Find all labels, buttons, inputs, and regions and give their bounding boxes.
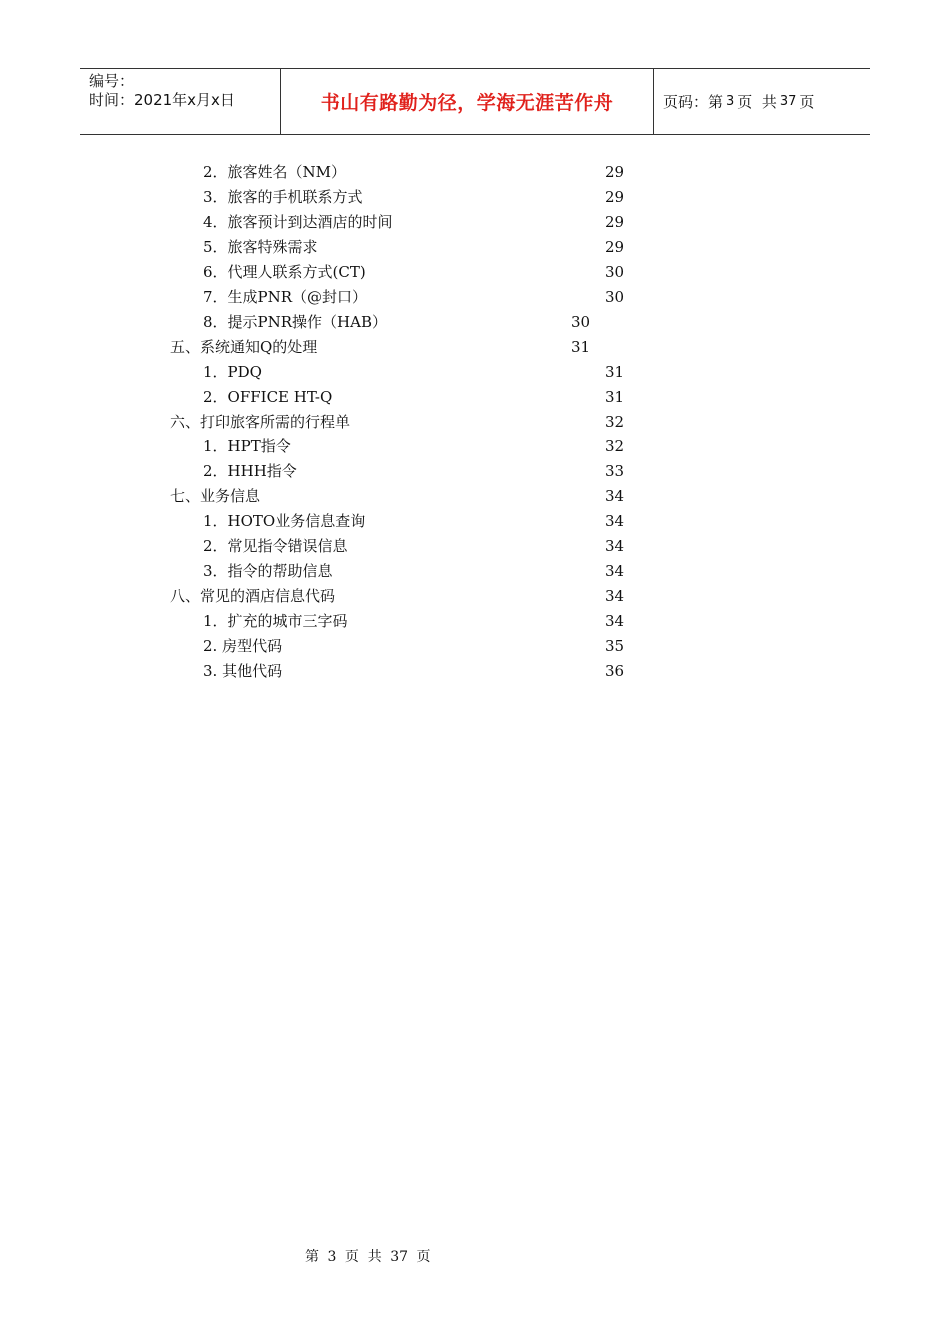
toc-entry-label: 3．旅客的手机联系方式 bbox=[203, 187, 363, 206]
toc-entry-page: 30 bbox=[605, 262, 625, 281]
toc-entry-page: 34 bbox=[605, 512, 625, 531]
toc-entry-label: 6．代理人联系方式(CT) bbox=[203, 262, 366, 281]
toc-entry bbox=[0, 185, 950, 210]
page-current: 3 bbox=[726, 94, 735, 109]
toc-entry bbox=[0, 260, 950, 285]
page-mid: 页 共 bbox=[737, 93, 777, 111]
toc-entry-label: 1．PDQ bbox=[203, 362, 262, 381]
page-suffix: 页 bbox=[799, 93, 815, 111]
toc-entry bbox=[0, 235, 950, 260]
toc-entry-page: 29 bbox=[605, 187, 625, 206]
toc-entry-label: 3．指令的帮助信息 bbox=[203, 562, 333, 581]
toc-entry-label: 2．OFFICE HT-Q bbox=[203, 387, 333, 406]
toc-entry-page: 34 bbox=[605, 487, 625, 506]
toc-entry-page: 36 bbox=[605, 662, 625, 680]
toc-entry bbox=[0, 310, 950, 335]
toc-entry bbox=[0, 584, 950, 609]
toc-entry-page: 35 bbox=[605, 637, 625, 656]
toc-entry bbox=[0, 385, 950, 410]
toc-entry-page: 32 bbox=[605, 437, 625, 456]
toc-entry-label: 2．旅客姓名（NM） bbox=[203, 163, 347, 181]
footer-prefix: 第 bbox=[305, 1249, 319, 1265]
time-label: 时间：2021年x月x日 bbox=[89, 91, 235, 109]
toc-entry bbox=[0, 509, 950, 534]
toc-entry bbox=[0, 285, 950, 310]
page-total: 37 bbox=[779, 94, 797, 109]
toc-entry bbox=[0, 160, 950, 185]
toc-entry-label: 8．提示PNR操作（HAB） bbox=[203, 312, 387, 331]
toc-entry bbox=[0, 534, 950, 559]
toc-entry-page: 34 bbox=[605, 537, 625, 556]
toc-entry bbox=[0, 335, 950, 360]
toc-entry bbox=[0, 484, 950, 509]
toc-entry-label: 4．旅客预计到达酒店的时间 bbox=[203, 212, 393, 231]
toc-entry-page: 33 bbox=[605, 462, 625, 481]
toc-entry-label: 1．扩充的城市三字码 bbox=[203, 612, 348, 631]
toc-entry bbox=[0, 659, 950, 684]
toc-entry bbox=[0, 559, 950, 584]
toc-entry bbox=[0, 410, 950, 435]
toc-entry-page: 31 bbox=[571, 337, 591, 356]
toc-entry bbox=[0, 360, 950, 385]
toc-entry-label: 八、常见的酒店信息代码 bbox=[170, 587, 336, 606]
toc-entry-label: 7．生成PNR（@封口） bbox=[203, 287, 368, 306]
toc-entry-label: 1．HPT指令 bbox=[203, 437, 291, 456]
toc-entry-page: 31 bbox=[605, 387, 625, 406]
page-footer bbox=[0, 1246, 950, 1266]
toc-entry bbox=[0, 609, 950, 634]
toc-entry-label: 3. 其他代码 bbox=[203, 662, 283, 680]
toc-entry bbox=[0, 434, 950, 459]
footer-mid: 页 共 bbox=[344, 1249, 382, 1265]
page-prefix: 页码：第 bbox=[663, 93, 724, 111]
toc-entry-page: 34 bbox=[605, 562, 625, 581]
toc-entry-label: 1．HOTO业务信息查询 bbox=[203, 512, 366, 531]
toc-entry-label: 2．常见指令错误信息 bbox=[203, 537, 348, 556]
footer-total: 37 bbox=[390, 1249, 409, 1265]
toc-entry-label: 2．HHH指令 bbox=[203, 462, 297, 481]
header-motto: 书山有路勤为径，学海无涯苦作舟 bbox=[281, 69, 654, 134]
toc-entry-label: 五、系统通知Q的处理 bbox=[170, 337, 318, 356]
toc-entry-label: 七、业务信息 bbox=[170, 487, 261, 506]
number-label: 编号： bbox=[89, 72, 135, 90]
toc-entry-page: 29 bbox=[605, 212, 625, 231]
toc-entry-page: 29 bbox=[605, 237, 625, 256]
toc-entry-label: 2. 房型代码 bbox=[203, 637, 283, 656]
footer-current: 3 bbox=[327, 1249, 337, 1265]
toc-entry bbox=[0, 634, 950, 659]
toc-entry-label: 5．旅客特殊需求 bbox=[203, 237, 318, 256]
toc-entry-page: 34 bbox=[605, 612, 625, 631]
toc-entry bbox=[0, 459, 950, 484]
toc-entry-label: 六、打印旅客所需的行程单 bbox=[170, 412, 351, 431]
toc-entry-page: 30 bbox=[605, 287, 625, 306]
toc-entry-page: 32 bbox=[605, 412, 625, 431]
toc-entry-page: 30 bbox=[571, 312, 591, 331]
toc-entry-page: 31 bbox=[605, 362, 625, 381]
toc-entry-page: 29 bbox=[605, 163, 625, 181]
toc-entry-page: 34 bbox=[605, 587, 625, 606]
toc-entry bbox=[0, 210, 950, 235]
footer-suffix: 页 bbox=[416, 1249, 431, 1265]
